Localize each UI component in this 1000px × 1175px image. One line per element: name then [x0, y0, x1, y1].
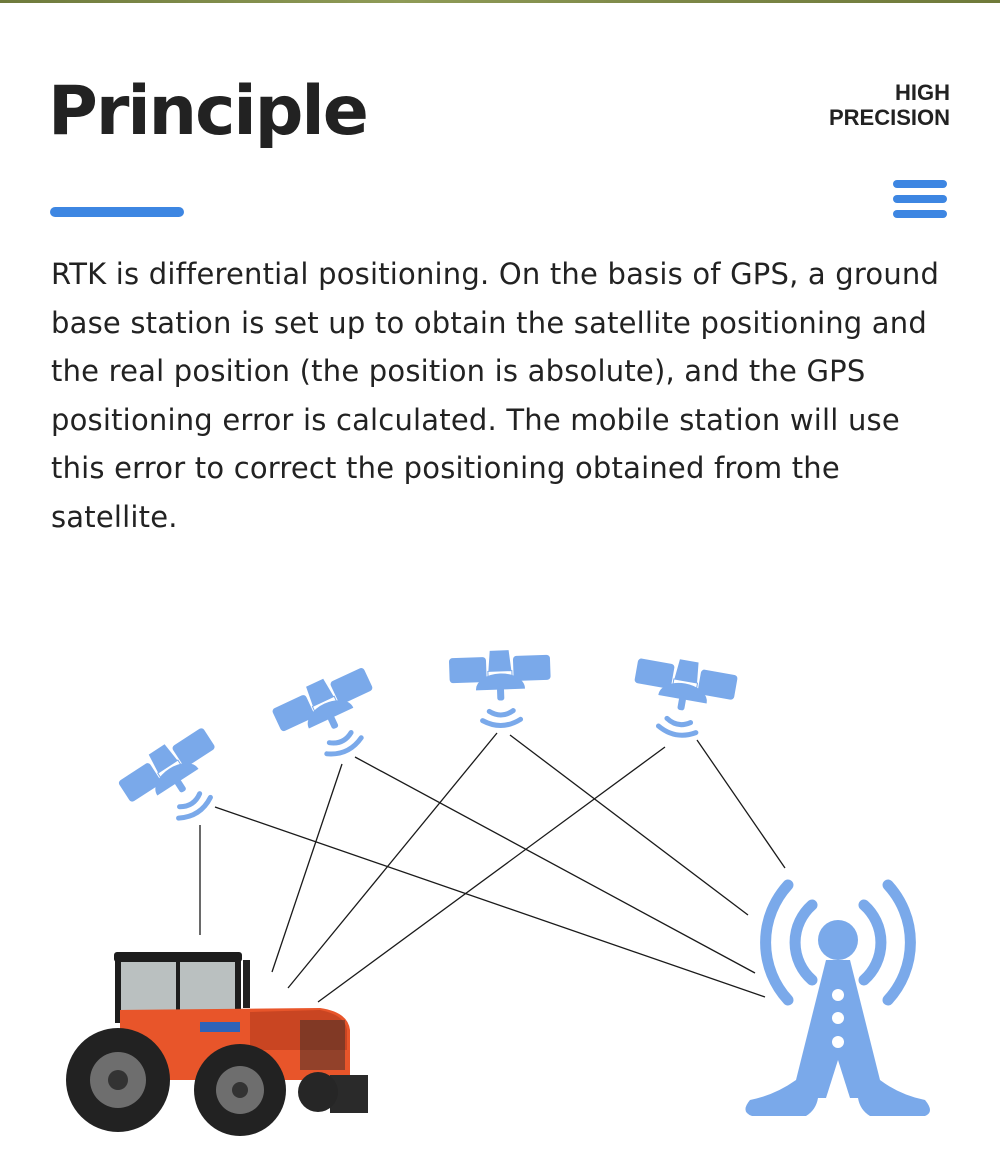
- tractor-icon: [66, 952, 368, 1136]
- menu-icon-bar: [893, 180, 947, 188]
- tagline: [829, 80, 950, 130]
- signal-lines: [200, 733, 785, 1002]
- title-underline: [50, 207, 184, 217]
- satellite-icon: [115, 723, 239, 840]
- top-border: [0, 0, 1000, 3]
- rtk-diagram: [0, 620, 1000, 1175]
- menu-icon-bar: [893, 210, 947, 218]
- link-line: [215, 807, 765, 997]
- menu-icon[interactable]: [893, 180, 947, 218]
- radio-tower-icon: [745, 885, 930, 1116]
- satellite-icon: [627, 653, 738, 744]
- link-line: [355, 757, 755, 973]
- satellite-icon: [449, 649, 552, 727]
- tagline-line-2: PRECISION: [828, 105, 950, 130]
- satellite-icon: [270, 662, 392, 772]
- description-text: RTK is differential positioning. On the basis of GPS, a ground base station is set up to obtain the satellite positioning and the real position (the position is absolute), and the GPS positioning error is calculated. The mobile station will use this error to correct the positioning obtained from the satellite.: [51, 257, 940, 534]
- link-line: [288, 733, 497, 988]
- tagline-line-1: HIGH: [895, 80, 950, 105]
- link-line: [272, 764, 342, 972]
- link-line: [697, 740, 785, 868]
- link-line: [318, 747, 665, 1002]
- page-title: Principle: [48, 72, 367, 151]
- menu-icon-bar: [893, 195, 947, 203]
